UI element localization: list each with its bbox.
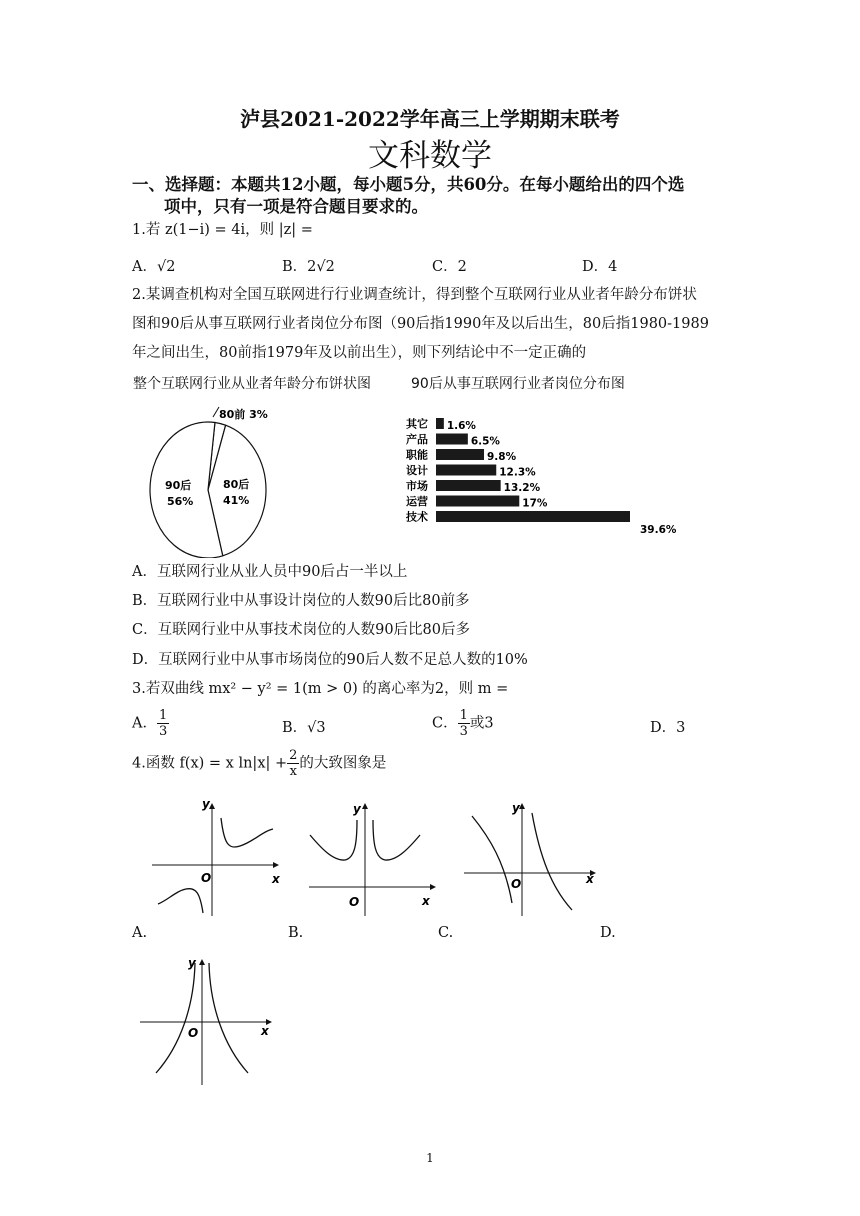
svg-text:y: y bbox=[512, 801, 520, 815]
bar bbox=[436, 465, 496, 476]
bar bbox=[436, 496, 519, 507]
q3-option-c: C． $\frac{1}{3}$ 或3 bbox=[432, 708, 494, 739]
svg-text:O: O bbox=[511, 877, 522, 891]
q2-option-c: C．互联网行业中从事技术岗位的人数90后比80后多 bbox=[132, 622, 470, 638]
q2-option-a: A．互联网行业从业人员中90后占一半以上 bbox=[132, 564, 408, 580]
svg-text:y: y bbox=[188, 956, 196, 970]
q1-option-b: B．2√2 bbox=[282, 259, 335, 275]
pie-label-90after: 90后 bbox=[165, 479, 192, 492]
bar bbox=[436, 480, 501, 491]
section-heading bbox=[132, 174, 732, 218]
svg-text:y: y bbox=[353, 802, 361, 816]
q3-option-b: B．√3 bbox=[282, 720, 326, 736]
q2-option-d: D．互联网行业中从事市场岗位的90后人数不足总人数的10% bbox=[132, 652, 528, 668]
bar-category-label: 职能 bbox=[406, 448, 428, 462]
bar-chart-title: 90后从事互联网行业者岗位分布图 bbox=[411, 376, 625, 392]
exam-title: 泸县2021-2022学年高三上学期期末联考 bbox=[240, 107, 620, 131]
pie-chart-title: 整个互联网行业从业者年龄分布饼状图 bbox=[133, 376, 371, 392]
q1-option-d: D．4 bbox=[582, 259, 618, 275]
q1-option-a: A．√2 bbox=[132, 259, 176, 275]
graph-d bbox=[136, 955, 276, 1090]
q3-option-a: A． $\frac{1}{3}$ bbox=[132, 708, 168, 739]
q4-option-d: D. bbox=[600, 925, 616, 941]
q1-stem: 1.若 z(1−i) = 4i，则 |z| = bbox=[132, 222, 313, 238]
q4-option-b: B. bbox=[288, 925, 304, 941]
q4-option-c: C. bbox=[438, 925, 454, 941]
bar-value-label: 6.5% bbox=[470, 435, 500, 448]
bar-chart bbox=[400, 410, 690, 550]
svg-text:O: O bbox=[188, 1026, 199, 1040]
q3-option-d: D．3 bbox=[650, 720, 686, 736]
svg-text:x: x bbox=[586, 872, 594, 886]
bar-value-label: 9.8% bbox=[487, 451, 517, 463]
pie-value-90after: 56% bbox=[167, 495, 194, 508]
bar-category-label: 市场 bbox=[406, 479, 428, 493]
page-number: 1 bbox=[426, 1151, 434, 1165]
bar bbox=[436, 449, 484, 460]
q2-stem bbox=[132, 281, 732, 368]
graph-a bbox=[148, 798, 283, 918]
bar bbox=[436, 511, 630, 522]
bar-category-label: 设计 bbox=[406, 464, 428, 477]
svg-text:O: O bbox=[349, 895, 360, 909]
bar bbox=[436, 434, 468, 445]
q2-stem-line2: 图和90后从事互联网行业者岗位分布图（90后指1990年及以后出生，80后指1980-1989 bbox=[132, 316, 709, 332]
q1-option-c: C．2 bbox=[432, 259, 467, 275]
bar-category-label: 运营 bbox=[406, 495, 428, 508]
section-heading-line1: 一、选择题：本题共12小题，每小题5分，共60分。在每小题给出的四个选 bbox=[132, 175, 685, 194]
pie-label-80after: 80后 bbox=[223, 478, 250, 491]
svg-text:x: x bbox=[422, 894, 430, 908]
svg-text:x: x bbox=[261, 1024, 269, 1038]
bar-value-label: 13.2% bbox=[503, 482, 541, 494]
q3-stem: 3.若双曲线 mx² − y² = 1(m > 0) 的离心率为2，则 m = bbox=[132, 681, 509, 697]
bar-value-label: 17% bbox=[522, 497, 548, 510]
bar-value-label: 12.3% bbox=[499, 466, 536, 479]
bar-category-label: 产品 bbox=[406, 433, 428, 446]
bar-category-label: 其它 bbox=[406, 417, 428, 431]
pie-chart bbox=[140, 398, 280, 558]
q4-option-a: A. bbox=[132, 925, 148, 941]
bar-value-label: 1.6% bbox=[446, 420, 476, 432]
q2-stem-line3: 年之间出生，80前指1979年及以前出生），则下列结论中不一定正确的 bbox=[132, 345, 587, 361]
svg-text:x: x bbox=[272, 872, 280, 886]
bar-category-label: 技术 bbox=[406, 510, 428, 524]
section-heading-line2: 项中，只有一项是符合题目要求的。 bbox=[164, 197, 428, 216]
svg-text:y: y bbox=[202, 798, 210, 811]
pie-label-80before: 80前 3% bbox=[219, 408, 268, 421]
bar bbox=[436, 418, 444, 429]
svg-text:O: O bbox=[201, 871, 212, 885]
q2-option-b: B．互联网行业中从事设计岗位的人数90后比80前多 bbox=[132, 593, 470, 609]
pie-value-80after: 41% bbox=[223, 494, 250, 507]
q2-stem-line1: 2.某调查机构对全国互联网进行行业调查统计，得到整个互联网行业从业者年龄分布饼状 bbox=[132, 287, 697, 303]
graph-b bbox=[305, 798, 440, 918]
exam-subject: 文科数学 bbox=[368, 138, 492, 174]
graph-c bbox=[460, 798, 600, 918]
bar-value-label: 39.6% bbox=[640, 524, 677, 536]
q4-stem: 4.函数 f(x) = x ln|x| + $\frac{2}{x}$ 的大致图象是 bbox=[132, 748, 387, 779]
